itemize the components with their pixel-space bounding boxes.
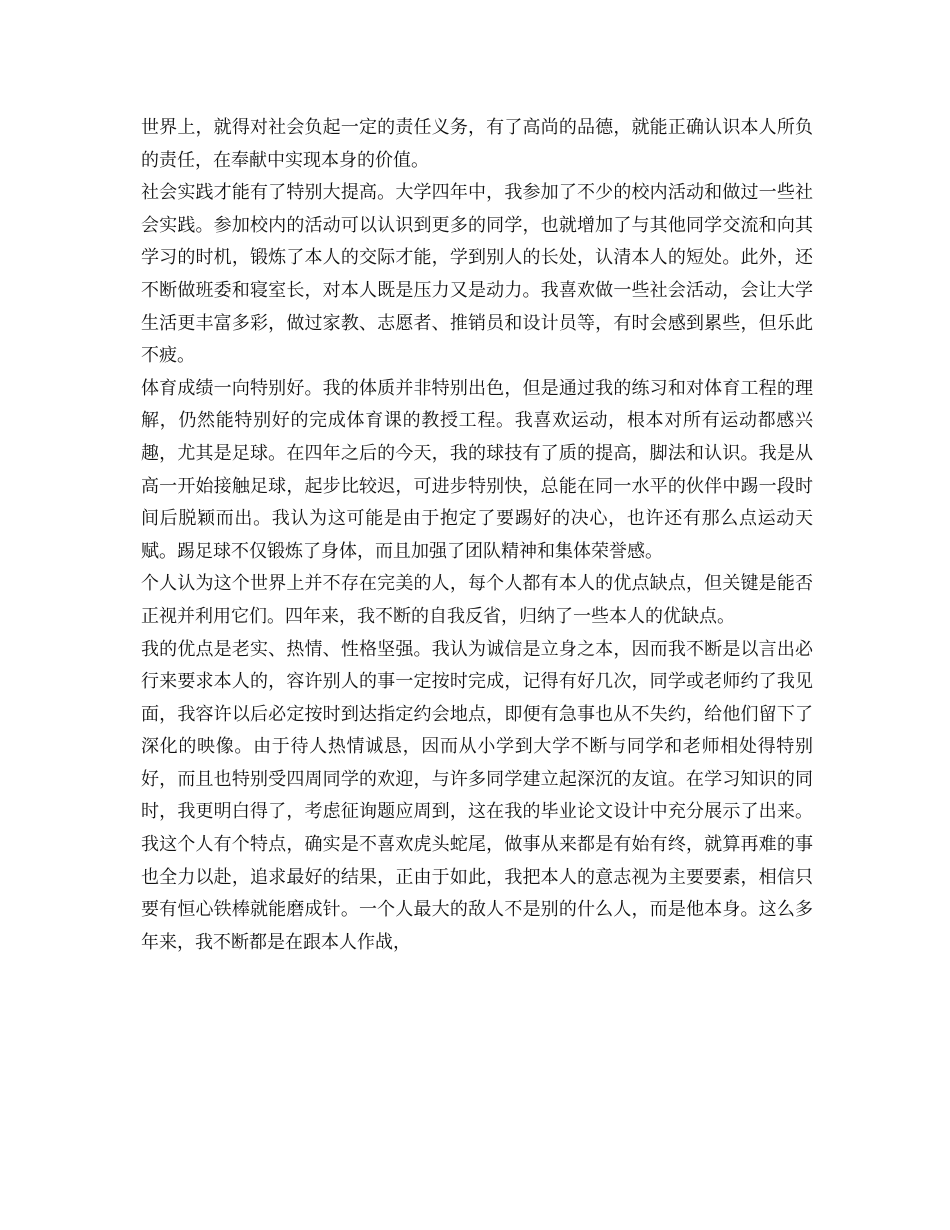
document-body [141, 112, 813, 959]
paragraph-5: 我的优点是老实、热情、性格坚强。我认为诚信是立身之本，因而我不断是以言出必行来要求本人的，容许别人的事一定按时完成，记得有好几次，同学或老师约了我见面，我容许以后必定按时到达指定约会地点，即便有急事也从不失约，给他们留下了深化的映像。由于待人热情诚恳，因而从小学到大学不断与同学和老师相处得特别好，而且也特别受四周同学的欢迎，与许多同学建立起深沉的友谊。在学习知识的同时，我更明白得了，考虑征询题应周到，这在我的毕业论文设计中充分展示了出来。我这个人有个特点，确实是不喜欢虎头蛇尾，做事从来都是有始有终，就算再难的事也全力以赴，追求最好的结果，正由于如此，我把本人的意志视为主要要素，相信只要有恒心铁棒就能磨成针。一个人最大的敌人不是别的什么人，而是他本身。这么多年来，我不断都是在跟本人作战， [141, 638, 813, 953]
paragraph-1: 世界上，就得对社会负起一定的责任义务，有了高尚的品德，就能正确认识本人所负的责任，在奉献中实现本身的价值。 [141, 117, 813, 171]
paragraph-3: 体育成绩一向特别好。我的体质并非特别出色，但是通过我的练习和对体育工程的理解，仍然能特别好的完成体育课的教授工程。我喜欢运动，根本对所有运动都感兴趣，尤其是足球。在四年之后的今天，我的球技有了质的提高，脚法和认识。我是从高一开始接触足球，起步比较迟，可进步特别快，总能在同一水平的伙伴中踢一段时间后脱颖而出。我认为这可能是由于抱定了要踢好的决心，也许还有那么点运动天赋。踢足球不仅锻炼了身体，而且加强了团队精神和集体荣誉感。 [141, 377, 813, 562]
paragraph-4: 个人认为这个世界上并不存在完美的人，每个人都有本人的优点缺点，但关键是能否正视并利用它们。四年来，我不断的自我反省，归纳了一些本人的优缺点。 [141, 573, 813, 627]
paragraph-2: 社会实践才能有了特别大提高。大学四年中，我参加了不少的校内活动和做过一些社会实践。参加校内的活动可以认识到更多的同学，也就增加了与其他同学交流和向其学习的时机，锻炼了本人的交际才能，学到别人的长处，认清本人的短处。此外，还不断做班委和寝室长，对本人既是压力又是动力。我喜欢做一些社会活动，会让大学生活更丰富多彩，做过家教、志愿者、推销员和设计员等，有时会感到累些，但乐此不疲。 [141, 182, 813, 367]
